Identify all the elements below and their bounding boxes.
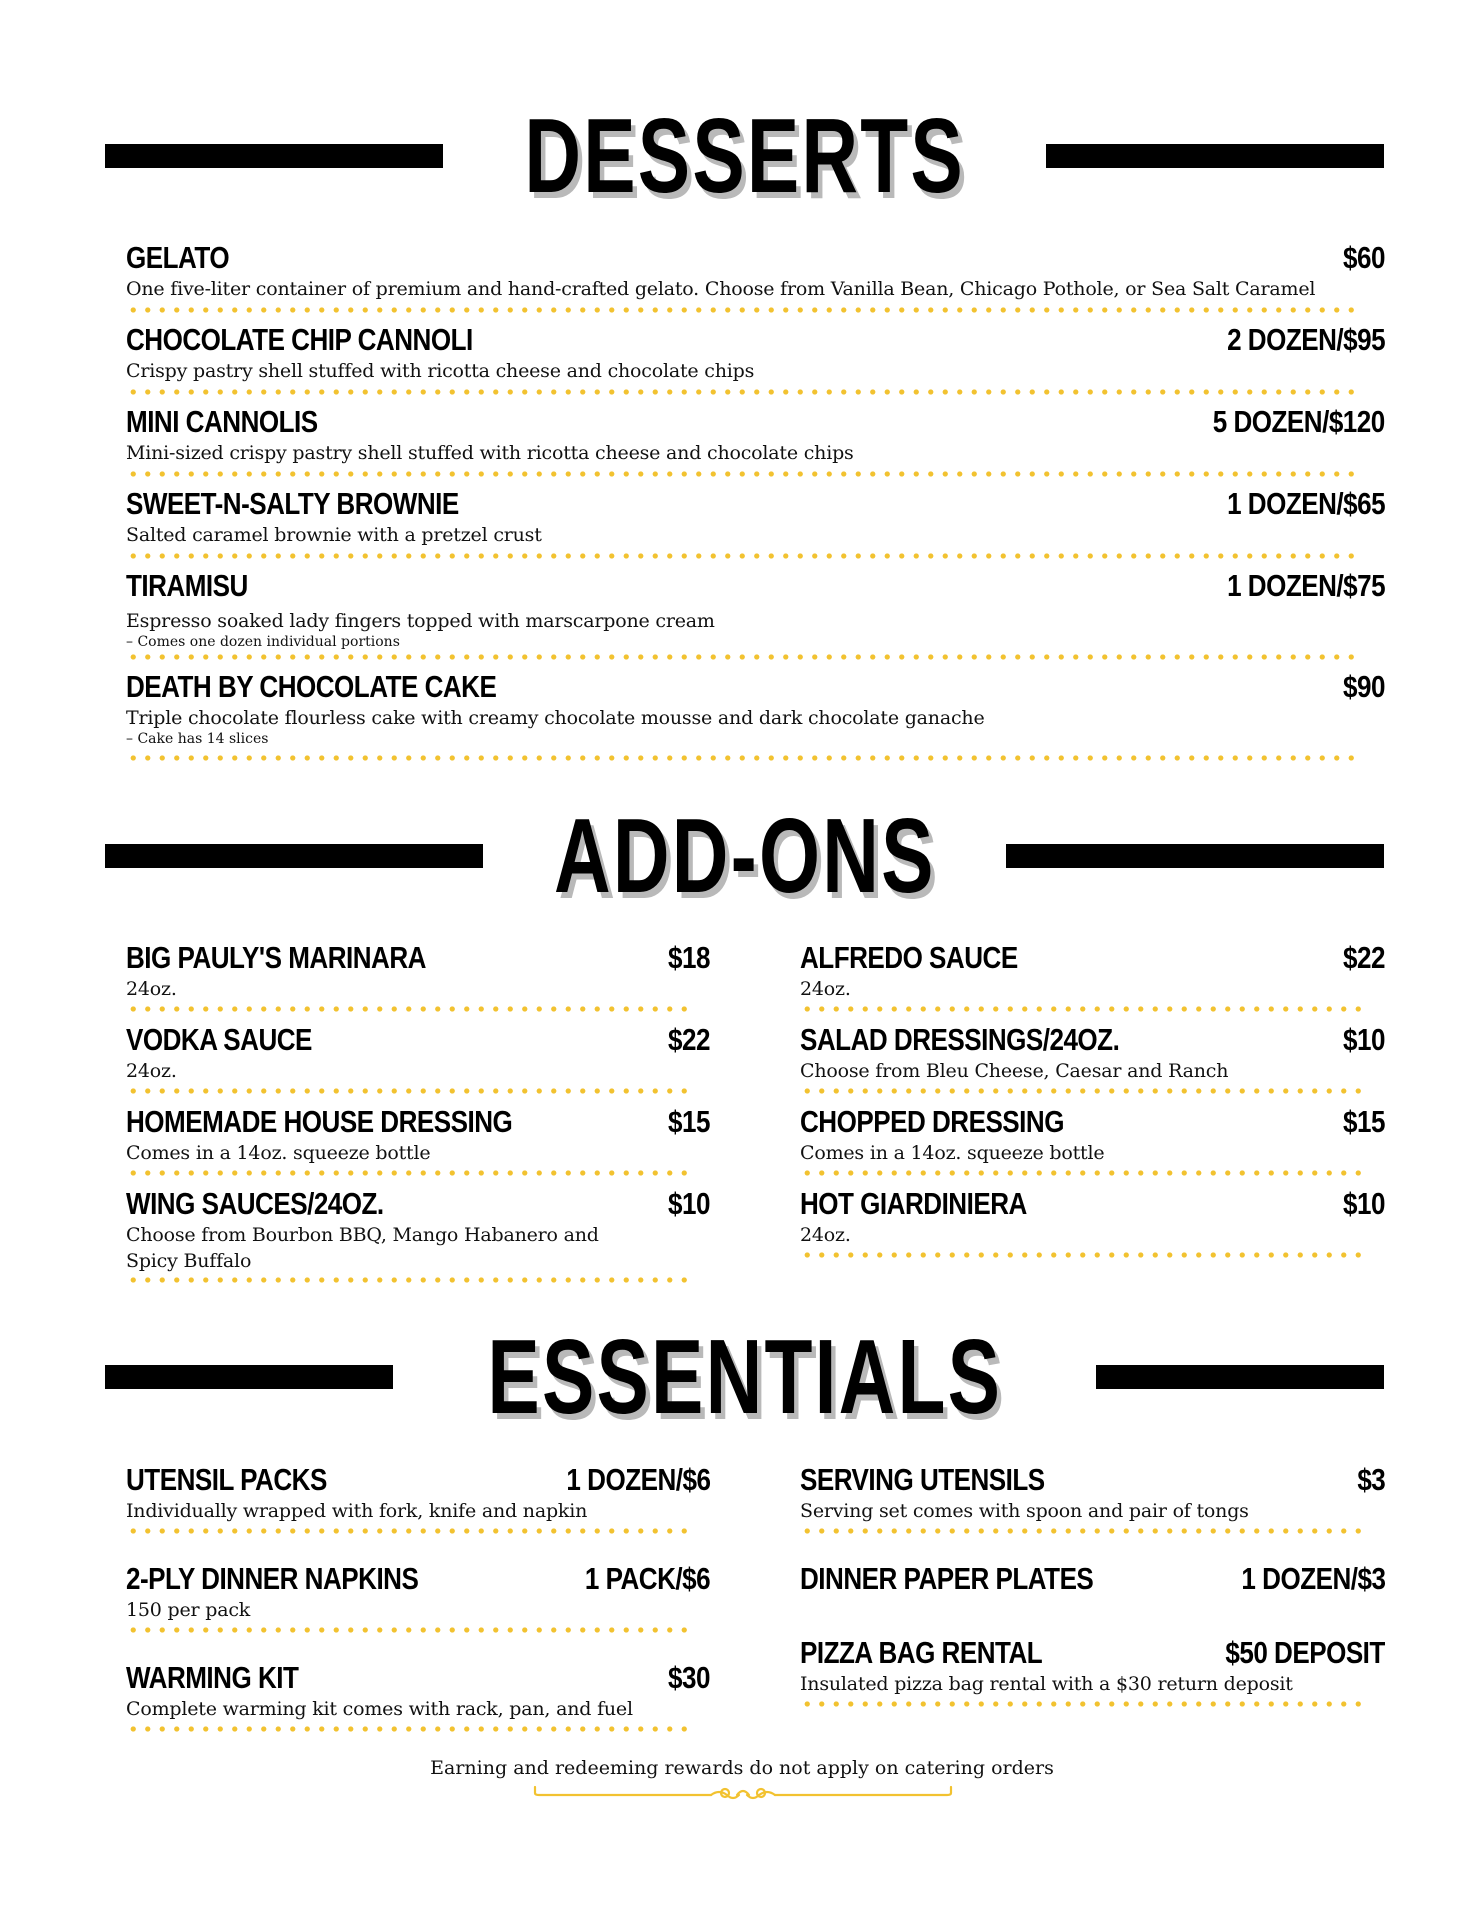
item-name: CHOCOLATE CHIP CANNOLI (126, 322, 473, 357)
item-name: SWEET-N-SALTY BROWNIE (126, 486, 459, 521)
item-description: Salted caramel brownie with a pretzel crust (126, 524, 542, 546)
header-bar-right (1006, 844, 1384, 868)
item-description: Choose from Bourbon BBQ, Mango Habanero and Spicy Buffalo (126, 1224, 599, 1272)
item-description: Individually wrapped with fork, knife and napkin (126, 1500, 588, 1522)
item-name: WARMING KIT (126, 1660, 299, 1695)
dotted-divider (126, 755, 1362, 761)
footer-note: Earning and redeeming rewards do not apply on catering orders (430, 1757, 1054, 1779)
item-note: – Comes one dozen individual portions (126, 634, 400, 650)
menu-item-chocolate-chip-cannoli (126, 322, 1385, 384)
item-price: $3 (1357, 1462, 1385, 1497)
dotted-divider (126, 553, 1362, 559)
dotted-divider (126, 1170, 692, 1176)
dotted-divider (126, 1726, 692, 1732)
item-description: Comes in a 14oz. squeeze bottle (126, 1142, 431, 1164)
item-price: 1 DOZEN/$3 (1240, 1561, 1385, 1596)
item-price: $50 DEPOSIT (1225, 1635, 1385, 1670)
item-name: HOMEMADE HOUSE DRESSING (126, 1104, 513, 1139)
item-name: PIZZA BAG RENTAL (800, 1635, 1043, 1670)
item-price: $10 (1343, 1022, 1385, 1057)
item-price: $18 (668, 940, 710, 975)
item-price: $15 (668, 1104, 710, 1139)
item-name: DEATH BY CHOCOLATE CAKE (126, 669, 497, 704)
dotted-divider (800, 1006, 1366, 1012)
item-price: 1 DOZEN/$6 (565, 1462, 710, 1497)
menu-item-warming-kit (126, 1660, 710, 1722)
item-price: $30 (668, 1660, 710, 1695)
dotted-divider (126, 307, 1362, 313)
item-description: 24oz. (126, 978, 177, 1000)
item-description: Serving set comes with spoon and pair of tongs (800, 1500, 1249, 1522)
dotted-divider (126, 654, 1362, 660)
menu-item-big-paulys-marinara (126, 940, 710, 1002)
item-price: 1 DOZEN/$65 (1227, 486, 1385, 521)
item-name: MINI CANNOLIS (126, 404, 318, 439)
item-name: 2-PLY DINNER NAPKINS (126, 1561, 419, 1596)
section-title: ESSENTIALS (487, 1318, 1002, 1436)
menu-item-sweet-n-salty-brownie (126, 486, 1385, 548)
dotted-divider (800, 1701, 1366, 1707)
item-name: UTENSIL PACKS (126, 1462, 327, 1497)
dotted-divider (800, 1170, 1366, 1176)
item-description: Espresso soaked lady fingers topped with marscarpone cream (126, 610, 715, 632)
dotted-divider (126, 1528, 692, 1534)
menu-item-serving-utensils (800, 1462, 1385, 1524)
menu-item-gelato (126, 240, 1385, 302)
essentials-header (105, 1318, 1384, 1436)
menu-item-vodka-sauce (126, 1022, 710, 1084)
menu-item-dinner-paper-plates (800, 1561, 1385, 1597)
menu-item-tiramisu (126, 568, 1385, 651)
item-name: CHOPPED DRESSING (800, 1104, 1064, 1139)
item-price: $10 (1343, 1186, 1385, 1221)
header-bar-left (105, 144, 443, 168)
menu-item-hot-giardiniera (800, 1186, 1385, 1248)
item-description: 150 per pack (126, 1599, 251, 1621)
dotted-divider (126, 471, 1362, 477)
item-price: 2 DOZEN/$95 (1227, 322, 1385, 357)
dotted-divider (126, 389, 1362, 395)
item-price: $22 (668, 1022, 710, 1057)
item-price: $90 (1343, 669, 1385, 704)
item-price: $22 (1343, 940, 1385, 975)
item-description: Complete warming kit comes with rack, pan, and fuel (126, 1698, 633, 1720)
section-title: ADD-ONS (553, 797, 936, 915)
menu-item-wing-sauces (126, 1186, 710, 1274)
item-name: DINNER PAPER PLATES (800, 1561, 1094, 1596)
item-name: VODKA SAUCE (126, 1022, 312, 1057)
dotted-divider (800, 1252, 1366, 1258)
item-price: $10 (668, 1186, 710, 1221)
header-bar-left (105, 844, 483, 868)
item-name: SALAD DRESSINGS/24OZ. (800, 1022, 1120, 1057)
dotted-divider (126, 1088, 692, 1094)
dotted-divider (126, 1006, 692, 1012)
header-bar-left (105, 1365, 393, 1389)
menu-item-mini-cannolis (126, 404, 1385, 466)
desserts-header (105, 97, 1384, 215)
dotted-divider (126, 1627, 692, 1633)
item-price: 1 DOZEN/$75 (1227, 568, 1385, 603)
menu-item-death-by-chocolate-cake (126, 669, 1385, 748)
menu-item-salad-dressings (800, 1022, 1385, 1084)
menu-item-2-ply-dinner-napkins (126, 1561, 710, 1623)
header-bar-right (1046, 144, 1384, 168)
section-title: DESSERTS (524, 97, 965, 215)
dotted-divider (800, 1528, 1366, 1534)
item-name: SERVING UTENSILS (800, 1462, 1045, 1497)
addons-header (105, 797, 1384, 915)
item-name: HOT GIARDINIERA (800, 1186, 1027, 1221)
item-price: 5 DOZEN/$120 (1213, 404, 1385, 439)
menu-item-pizza-bag-rental (800, 1635, 1385, 1697)
item-name: BIG PAULY'S MARINARA (126, 940, 426, 975)
item-name: GELATO (126, 240, 230, 275)
dotted-divider (800, 1088, 1366, 1094)
menu-item-alfredo-sauce (800, 940, 1385, 1002)
menu-item-homemade-house-dressing (126, 1104, 710, 1166)
item-description: 24oz. (126, 1060, 177, 1082)
item-name: WING SAUCES/24OZ. (126, 1186, 384, 1221)
item-note: – Cake has 14 slices (126, 731, 269, 747)
item-description: Mini-sized crispy pastry shell stuffed with ricotta cheese and chocolate chips (126, 442, 854, 464)
item-description: 24oz. (800, 1224, 851, 1246)
item-description: Crispy pastry shell stuffed with ricotta cheese and chocolate chips (126, 360, 755, 382)
item-price: $15 (1343, 1104, 1385, 1139)
item-description: Triple chocolate flourless cake with creamy chocolate mousse and dark chocolate ganache (126, 707, 985, 729)
item-price: $60 (1343, 240, 1385, 275)
menu-item-chopped-dressing (800, 1104, 1385, 1166)
item-description: 24oz. (800, 978, 851, 1000)
item-price: 1 PACK/$6 (584, 1561, 710, 1596)
menu-item-utensil-packs (126, 1462, 710, 1524)
item-name: TIRAMISU (126, 568, 248, 603)
item-description: One five-liter container of premium and hand-crafted gelato. Choose from Vanilla Bean, Chicago Pothole, or Sea Salt Caramel (126, 278, 1316, 300)
header-bar-right (1096, 1365, 1384, 1389)
item-description: Comes in a 14oz. squeeze bottle (800, 1142, 1105, 1164)
dotted-divider (126, 1277, 692, 1283)
item-name: ALFREDO SAUCE (800, 940, 1018, 975)
item-description: Insulated pizza bag rental with a $30 return deposit (800, 1673, 1293, 1695)
item-description: Choose from Bleu Cheese, Caesar and Ranch (800, 1060, 1229, 1082)
flourish-ornament-icon (533, 1783, 953, 1807)
